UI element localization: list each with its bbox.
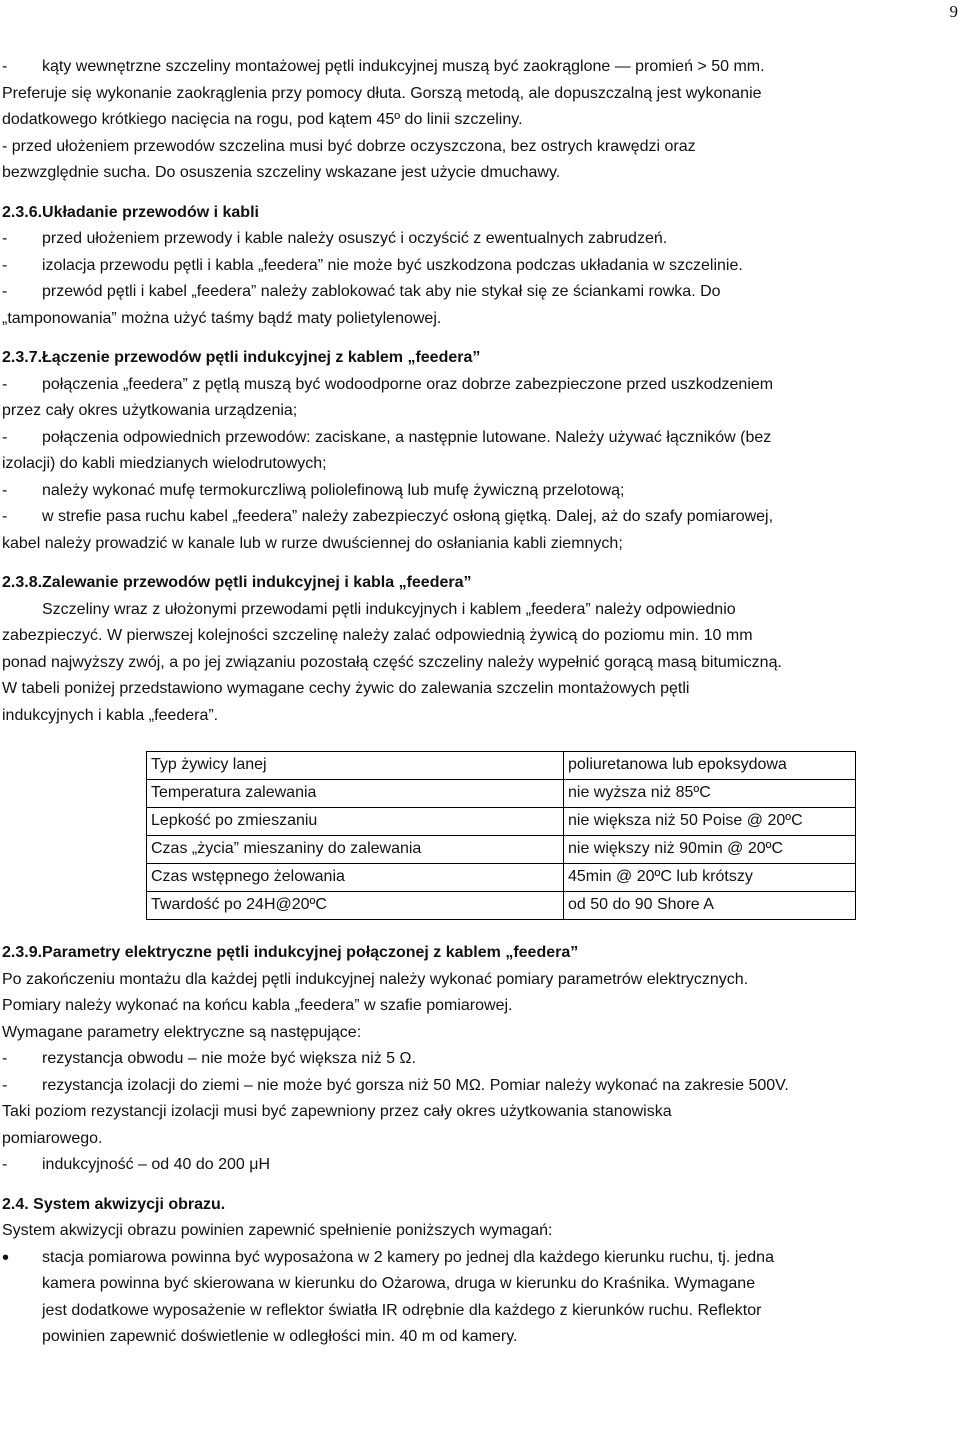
paragraph-line: stacja pomiarowa powinna być wyposażona w 2 kamery po jednej dla każdego kierunku ruchu, tj. jedna	[42, 1248, 774, 1266]
paragraph-line: Po zakończeniu montażu dla każdej pętli indukcyjnej należy wykonać pomiary parametrów elektrycznych.	[2, 970, 749, 988]
section-title: System akwizycji obrazu.	[33, 1195, 226, 1213]
paragraph-line: indukcyjnych i kabla „feedera”.	[2, 706, 219, 724]
paragraph-line: przez cały okres użytkowania urządzenia;	[2, 402, 298, 419]
section-title: Łączenie przewodów pętli indukcyjnej z kablem „feedera”	[42, 349, 481, 366]
dash-marker: -	[2, 428, 8, 446]
paragraph-line: Taki poziom rezystancji izolacji musi być zapewniony przez cały okres użytkowania stanowiska	[2, 1103, 672, 1120]
paragraph-line: „tamponowania” można użyć taśmy bądź maty polietylenowej.	[2, 309, 442, 327]
list-item	[2, 425, 957, 452]
paragraph-line: Preferuje się wykonanie zaokrąglenia przy pomocy dłuta. Gorszą metodą, ale dopuszczalną jest wykonanie	[2, 84, 762, 102]
dash-marker: -	[2, 1076, 8, 1094]
bullet-list-item	[2, 1245, 957, 1351]
list-item	[2, 1152, 957, 1179]
dash-marker: -	[2, 230, 8, 247]
paragraph-line: kamera powinna być skierowana w kierunku do Ożarowa, druga w kierunku do Kraśnika. Wymagane	[42, 1275, 756, 1292]
bullet-icon: •	[2, 1246, 10, 1269]
table-cell-property: Typ żywicy lanej	[147, 752, 564, 780]
section-number: 2.3.8.	[2, 574, 43, 591]
list-item-text: połączenia „feedera” z pętlą muszą być wodoodporne oraz dobrze zabezpieczone przed uszkodzeniem	[42, 375, 774, 393]
paragraph-line: W tabeli poniżej przedstawiono wymagane cechy żywic do zalewania szczelin montażowych pętli	[2, 680, 690, 697]
table-row	[147, 808, 856, 836]
section-title: Układanie przewodów i kabli	[42, 203, 259, 221]
paragraph-line: zabezpieczyć. W pierwszej kolejności szczelinę należy zalać odpowiednią żywicą do poziomu min. 10 mm	[2, 627, 753, 644]
list-item	[2, 54, 957, 81]
table-cell-value: od 50 do 90 Shore A	[564, 892, 856, 920]
dash-marker: -	[2, 283, 8, 300]
table-cell-property: Twardość po 24H@20ºC	[147, 892, 564, 920]
list-item	[2, 1046, 957, 1073]
document-body	[2, 54, 957, 1351]
dash-marker: -	[2, 508, 8, 525]
paragraph-line: powinien zapewnić doświetlenie w odległości min. 40 m od kamery.	[42, 1328, 518, 1345]
resin-spec-table	[146, 751, 856, 920]
list-item-text: należy wykonać mufę termokurczliwą poliolefinową lub mufę żywiczną przelotową;	[42, 481, 625, 499]
list-item-text: indukcyjność – od 40 do 200 μH	[42, 1156, 271, 1173]
paragraph-line: System akwizycji obrazu powinien zapewnić spełnienie poniższych wymagań:	[2, 1222, 553, 1239]
dash-marker: -	[2, 1050, 8, 1067]
paragraph-line: - przed ułożeniem przewodów szczelina musi być dobrze oczyszczona, bez ostrych krawędzi oraz	[2, 137, 696, 155]
list-item	[2, 279, 957, 306]
list-item-text: połączenia odpowiednich przewodów: zaciskane, a następnie lutowane. Należy używać łączników (bez	[42, 428, 772, 446]
table-cell-value: nie większy niż 90min @ 20ºC	[564, 836, 856, 864]
table-cell-property: Czas „życia” mieszaniny do zalewania	[147, 836, 564, 864]
section-number: 2.4.	[2, 1195, 29, 1213]
dash-marker: -	[2, 256, 8, 274]
list-item-text: kąty wewnętrzne szczeliny montażowej pętli indukcyjnej muszą być zaokrąglone — promień > 50 mm.	[42, 58, 765, 75]
table-row	[147, 752, 856, 780]
section-number: 2.3.9.	[2, 944, 43, 961]
list-item-text: izolacja przewodu pętli i kabla „feedera” nie może być uszkodzona podczas układania w szczelinie.	[42, 256, 743, 274]
list-item-text: przed ułożeniem przewody i kable należy osuszyć i oczyścić z ewentualnych zabrudzeń.	[42, 230, 668, 247]
list-item-text: rezystancja izolacji do ziemi – nie może być gorsza niż 50 MΩ. Pomiar należy wykonać na zakresie 500V.	[42, 1076, 789, 1094]
paragraph-line: Szczeliny wraz z ułożonymi przewodami pętli indukcyjnych i kablem „feedera” należy odpowiednio	[42, 600, 736, 618]
paragraph-line: izolacji) do kabli miedzianych wielodrutowych;	[2, 455, 327, 472]
section-number: 2.3.7.	[2, 349, 43, 366]
table-cell-property: Czas wstępnego żelowania	[147, 864, 564, 892]
section-heading-24	[2, 1192, 957, 1219]
dash-marker: -	[2, 58, 8, 75]
table-row	[147, 892, 856, 920]
page-number: 9	[949, 2, 958, 21]
section-title: Parametry elektryczne pętli indukcyjnej połączonej z kablem „feedera”	[42, 944, 579, 961]
paragraph-line: Wymagane parametry elektryczne są następujące:	[2, 1023, 362, 1041]
list-item	[2, 478, 957, 505]
list-item	[2, 1073, 957, 1100]
paragraph-line: dodatkowego krótkiego nacięcia na rogu, pod kątem 45º do linii szczeliny.	[2, 111, 523, 128]
paragraph-line: ponad najwyższy zwój, a po jej związaniu pozostałą część szczeliny należy wypełnić gorącą masą bitumiczną.	[2, 653, 782, 671]
section-heading-239	[2, 940, 957, 967]
table-cell-value: poliuretanowa lub epoksydowa	[564, 752, 856, 780]
section-heading-236	[2, 200, 957, 227]
section-heading-237	[2, 345, 957, 372]
paragraph-line: pomiarowego.	[2, 1129, 103, 1147]
list-item-text: przewód pętli i kabel „feedera” należy zablokować tak aby nie stykał się ze ściankami rowka. Do	[42, 283, 721, 300]
list-item	[2, 226, 957, 253]
table-cell-value: nie większa niż 50 Poise @ 20ºC	[564, 808, 856, 836]
list-item	[2, 504, 957, 531]
table-row	[147, 864, 856, 892]
section-heading-238	[2, 570, 957, 597]
table-cell-value: nie wyższa niż 85ºC	[564, 780, 856, 808]
paragraph-line: bezwzględnie sucha. Do osuszenia szczeliny wskazane jest użycie dmuchawy.	[2, 164, 561, 181]
table-row	[147, 836, 856, 864]
paragraph-line: Pomiary należy wykonać na końcu kabla „feedera” w szafie pomiarowej.	[2, 997, 513, 1014]
table-cell-property: Lepkość po zmieszaniu	[147, 808, 564, 836]
table-cell-value: 45min @ 20ºC lub krótszy	[564, 864, 856, 892]
section-title: Zalewanie przewodów pętli indukcyjnej i kabla „feedera”	[42, 574, 472, 591]
dash-marker: -	[2, 481, 8, 499]
list-item	[2, 253, 957, 280]
table-row	[147, 780, 856, 808]
list-item	[2, 372, 957, 399]
list-item-text: w strefie pasa ruchu kabel „feedera” należy zabezpieczyć osłoną giętką. Dalej, aż do szafy pomiarowej,	[42, 508, 774, 525]
paragraph-line: kabel należy prowadzić w kanale lub w rurze dwuściennej do osłaniania kabli ziemnych;	[2, 534, 623, 552]
dash-marker: -	[2, 1156, 8, 1173]
list-item-text: rezystancja obwodu – nie może być większa niż 5 Ω.	[42, 1050, 416, 1067]
table-cell-property: Temperatura zalewania	[147, 780, 564, 808]
dash-marker: -	[2, 375, 8, 393]
paragraph-line: jest dodatkowe wyposażenie w reflektor światła IR odrębnie dla każdego z kierunków ruchu. Reflektor	[42, 1301, 762, 1319]
section-number: 2.3.6.	[2, 203, 43, 221]
